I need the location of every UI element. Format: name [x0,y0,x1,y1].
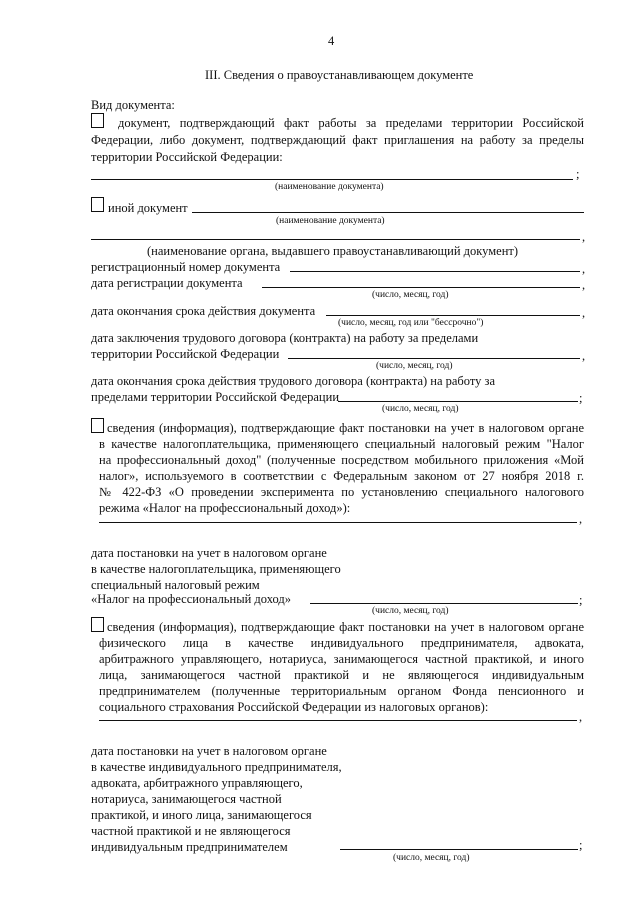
contract-end-caption: (число, месяц, год) [382,404,459,414]
other-doc-label: иной документ [108,201,188,215]
reg-date-line[interactable] [262,287,580,288]
expiry-caption: (число, месяц, год или "бессрочно") [338,318,484,328]
expiry-line[interactable] [326,315,580,316]
ip-text-line4: лица, занимающегося частной практикой и не являющегося индивидуальным [99,668,584,682]
npd-text-line1: сведения (информация), подтверждающие факт постановки на учет в налоговом органе [107,421,584,435]
issuer-line[interactable] [91,239,580,240]
npd-text-line2: в качестве налогоплательщика, применяющего специальный налоговый режим "Налог [99,437,584,451]
ip-date-label-line3: адвоката, арбитражного управляющего, [91,776,303,790]
ip-date-label-line1: дата постановки на учет в налоговом органе [91,744,327,758]
issuer-comma: , [582,230,586,244]
option1-text-line3: территории Российской Федерации: [91,150,283,164]
doc-type-label: Вид документа: [91,98,175,112]
ip-checkbox[interactable] [91,617,104,632]
ip-date-semicolon: ; [579,838,583,852]
option1-text-line1: документ, подтверждающий факт работы за пределами территории Российской [118,116,584,130]
contract-date-comma: , [582,349,586,363]
ip-info-comma: , [579,710,583,724]
npd-text-line4: налог», используемого в соответствии с Федеральным законом от 27 ноября 2018 г. [99,469,584,483]
npd-date-semicolon: ; [579,593,583,607]
npd-date-label-line2: в качестве налогоплательщика, применяющего [91,562,341,576]
ip-date-caption: (число, месяц, год) [393,853,470,863]
reg-number-comma: , [582,262,586,276]
doc-name-caption: (наименование документа) [275,182,384,192]
npd-text-line6: режима «Налог на профессиональный доход»): [99,501,351,515]
ip-text-line6: социального страхования Российской Федерации из налоговых органов): [99,700,489,714]
npd-date-label-line3: специальный налоговый режим [91,578,260,592]
issuer-caption: (наименование органа, выдавшего правоустанавливающий документ) [147,244,519,258]
ip-date-line[interactable] [340,849,578,850]
ip-date-label-line7: индивидуальным предпринимателем [91,840,288,854]
contract-date-label-line2: территории Российской Федерации [91,347,280,361]
reg-date-caption: (число, месяц, год) [372,290,449,300]
expiry-label: дата окончания срока действия документа [91,304,316,318]
ip-text-line3: арбитражного управляющего, нотариуса, занимающегося частной практикой, и иного [99,652,584,666]
ip-date-label-line4: нотариуса, занимающегося частной [91,792,282,806]
ip-info-line[interactable] [99,720,577,721]
npd-date-label-line4: «Налог на профессиональный доход» [91,592,291,606]
reg-date-label: дата регистрации документа [91,276,243,290]
ip-text-line2: физического лица в качестве индивидуального предпринимателя, адвоката, [99,636,584,650]
ip-text-line5: предпринимателем (полученные территориальным органом Фонда пенсионного и [99,684,584,698]
contract-date-line[interactable] [288,358,580,359]
option1-text-line2: Федерации, либо документ, подтверждающий факт приглашения на работу за пределы [91,133,584,147]
contract-end-line[interactable] [338,401,578,402]
ip-date-label-line2: в качестве индивидуального предпринимателя, [91,760,342,774]
reg-date-comma: , [582,278,586,292]
npd-info-line[interactable] [99,522,577,523]
doc-name-line[interactable] [91,179,573,180]
npd-date-caption: (число, месяц, год) [372,606,449,616]
contract-end-semicolon: ; [579,391,583,405]
contract-end-label-line1: дата окончания срока действия трудового договора (контракта) на работу за [91,374,496,388]
other-doc-name-line[interactable] [192,212,584,213]
contract-end-label-line2: пределами территории Российской Федерации [91,390,340,404]
other-doc-caption: (наименование документа) [276,216,385,226]
reg-number-label: регистрационный номер документа [91,260,281,274]
foreign-work-doc-checkbox[interactable] [91,113,104,128]
section-title: III. Сведения о правоустанавливающем документе [205,68,474,82]
expiry-comma: , [582,306,586,320]
npd-checkbox[interactable] [91,418,104,433]
reg-number-line[interactable] [290,271,580,272]
npd-date-line[interactable] [310,603,578,604]
other-doc-checkbox[interactable] [91,197,104,212]
contract-date-label-line1: дата заключения трудового договора (контракта) на работу за пределами [91,331,479,345]
contract-date-caption: (число, месяц, год) [376,361,453,371]
ip-text-line1: сведения (информация), подтверждающие факт постановки на учет в налоговом органе [107,620,584,634]
npd-info-comma: , [579,512,583,526]
npd-text-line5: № 422-ФЗ «О проведении эксперимента по установлению специального налогового [99,485,584,499]
npd-date-label-line1: дата постановки на учет в налоговом органе [91,546,327,560]
npd-text-line3: на профессиональный доход" (полученные посредством мобильного приложения «Мой [99,453,584,467]
ip-date-label-line5: практикой, и иного лица, занимающегося [91,808,312,822]
page-number: 4 [328,34,335,48]
option1-semicolon: ; [576,167,580,181]
ip-date-label-line6: частной практикой и не являющегося [91,824,291,838]
